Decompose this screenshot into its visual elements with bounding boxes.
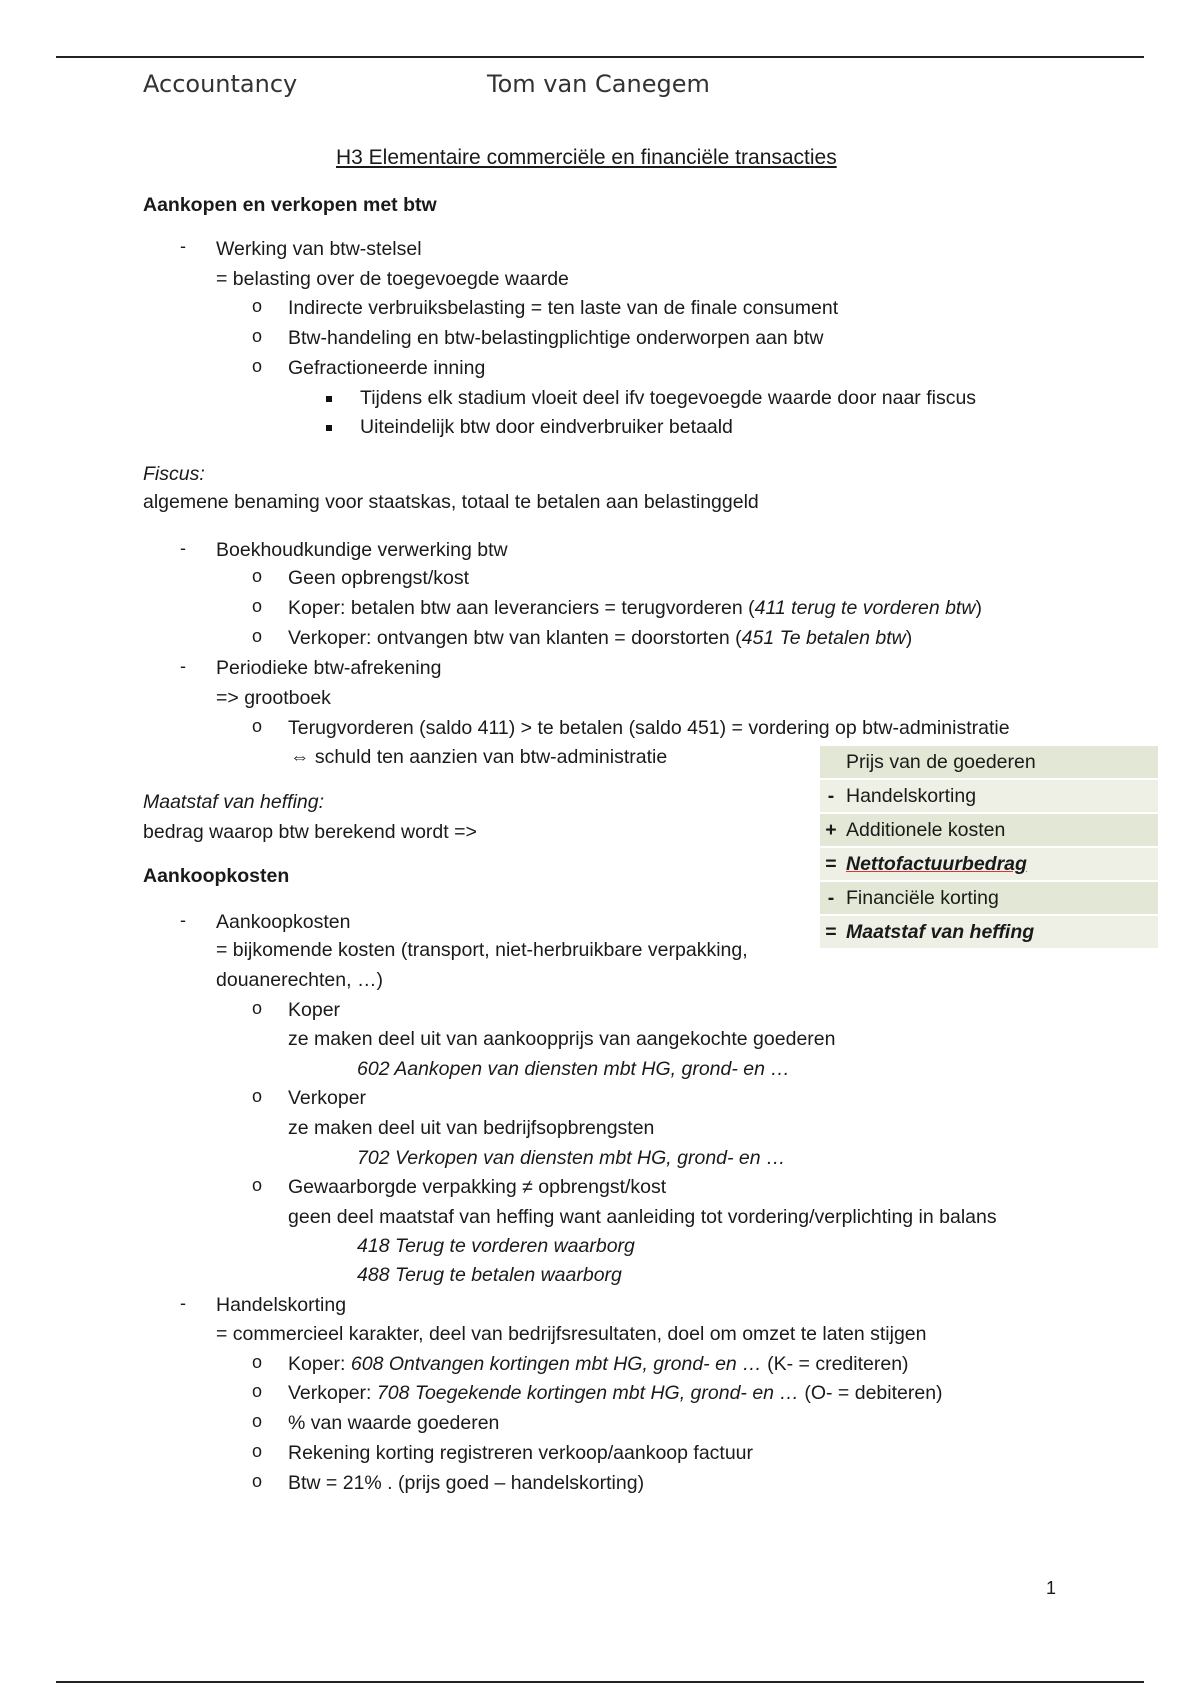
definition-maatstaf: bedrag waarop btw berekend wordt => <box>143 821 477 843</box>
list-item: Btw = 21% . (prijs goed – handelskorting) <box>288 1472 645 1494</box>
text: Koper: betalen btw aan leveranciers = terugvorderen ( <box>288 597 755 619</box>
row-label: Prijs van de goederen <box>846 751 1036 773</box>
list-item: Handelskorting <box>216 1294 347 1316</box>
list-item: Rekening korting registreren verkoop/aankoop factuur <box>288 1442 754 1464</box>
row-label: Nettofactuurbedrag <box>846 853 1027 875</box>
text: Koper: <box>288 1353 351 1375</box>
definition: = commercieel karakter, deel van bedrijfsresultaten, doel om omzet te laten stijgen <box>216 1323 927 1345</box>
account-ref: 418 Terug te vorderen waarborg <box>357 1235 635 1257</box>
list-item: % van waarde goederen <box>288 1412 500 1434</box>
definition: douanerechten, …) <box>216 969 383 991</box>
text: ) <box>975 597 982 619</box>
text: (O- = debiteren) <box>798 1382 943 1404</box>
bullet-dash: - <box>180 538 186 558</box>
bullet-circle: o <box>252 1411 263 1431</box>
table-row <box>820 914 1158 948</box>
maatstaf-table <box>820 744 1158 948</box>
operator: = <box>825 921 837 943</box>
list-item: Btw-handeling en btw-belastingplichtige onderworpen aan btw <box>288 327 824 349</box>
list-item: Uiteindelijk btw door eindverbruiker betaald <box>360 416 733 438</box>
list-item: Aankoopkosten <box>216 911 351 933</box>
account-ref: 608 Ontvangen kortingen mbt HG, grond- en … <box>350 1353 762 1375</box>
text: Verkoper: ontvangen btw van klanten = doorstorten ( <box>288 627 742 649</box>
bullet-circle: o <box>252 1086 263 1106</box>
term-maatstaf: Maatstaf van heffing: <box>143 791 325 813</box>
table-row <box>820 880 1158 914</box>
list-item: ⇔ schuld ten aanzien van btw-administratie <box>290 746 668 768</box>
bullet-circle: o <box>252 1441 263 1461</box>
page-title: H3 Elementaire commerciële en financiële transacties <box>336 146 837 169</box>
list-item: Tijdens elk stadium vloeit deel ifv toegevoegde waarde door naar fiscus <box>360 387 977 409</box>
list-item: Terugvorderen (saldo 411) > te betalen (saldo 451) = vordering op btw-administratie <box>288 717 1010 739</box>
bullet-circle: o <box>252 566 263 586</box>
list-item <box>288 596 982 620</box>
list-item: Werking van btw-stelsel <box>216 238 422 260</box>
list-item: Boekhoudkundige verwerking btw <box>216 539 508 561</box>
section-heading-aankoopkosten: Aankoopkosten <box>143 865 290 887</box>
list-item: Geen opbrengst/kost <box>288 567 470 589</box>
description: ze maken deel uit van aankoopprijs van aangekochte goederen <box>288 1028 836 1050</box>
bullet-circle: o <box>252 626 263 646</box>
header-author: Tom van Canegem <box>487 70 710 98</box>
bottom-rule <box>56 1681 1144 1683</box>
page-number: 1 <box>1046 1578 1057 1598</box>
list-item <box>288 1352 909 1376</box>
bullet-circle: o <box>252 296 263 316</box>
account-ref: 602 Aankopen van diensten mbt HG, grond- en … <box>357 1058 790 1080</box>
table-row <box>820 846 1158 880</box>
term-fiscus: Fiscus: <box>143 463 205 485</box>
row-label: Financiële korting <box>846 887 999 909</box>
bullet-circle: o <box>252 1381 263 1401</box>
bullet-circle: o <box>252 1352 263 1372</box>
account-ref: 488 Terug te betalen waarborg <box>357 1264 622 1286</box>
bullet-dash: - <box>180 656 186 676</box>
definition: = belasting over de toegevoegde waarde <box>216 268 569 290</box>
list-item <box>288 626 912 650</box>
operator: = <box>825 853 837 875</box>
description: geen deel maatstaf van heffing want aanleiding tot vordering/verplichting in balans <box>288 1206 997 1228</box>
bullet-circle: o <box>252 998 263 1018</box>
row-label: Additionele kosten <box>846 819 1006 841</box>
definition-fiscus: algemene benaming voor staatskas, totaal te betalen aan belastinggeld <box>143 491 759 513</box>
bullet-dash: - <box>180 236 186 256</box>
description: ze maken deel uit van bedrijfsopbrengsten <box>288 1117 655 1139</box>
header-course: Accountancy <box>143 70 298 98</box>
definition: => grootboek <box>216 687 331 709</box>
row-label: Maatstaf van heffing <box>846 921 1035 943</box>
top-rule <box>56 56 1144 58</box>
bullet-circle: o <box>252 1471 263 1491</box>
bullet-circle: o <box>252 596 263 616</box>
account-ref: 451 Te betalen btw <box>741 627 906 649</box>
list-item <box>288 1381 943 1405</box>
operator: - <box>827 887 835 909</box>
bullet-circle: o <box>252 326 263 346</box>
text: ) <box>905 627 913 649</box>
table-row <box>820 744 1158 778</box>
list-item: Gefractioneerde inning <box>288 357 486 379</box>
operator: - <box>827 785 835 807</box>
list-item: Gewaarborgde verpakking ≠ opbrengst/kost <box>288 1176 667 1198</box>
text: Verkoper: <box>288 1382 377 1404</box>
bullet-square <box>326 425 332 431</box>
text: (K- = crediteren) <box>761 1353 909 1375</box>
bullet-dash: - <box>180 1293 186 1313</box>
bullet-square <box>326 396 332 402</box>
list-item: Verkoper <box>288 1087 367 1109</box>
list-item: Indirecte verbruiksbelasting = ten laste van de finale consument <box>288 297 839 319</box>
operator: + <box>825 819 837 841</box>
bullet-circle: o <box>252 716 263 736</box>
account-ref: 708 Toegekende kortingen mbt HG, grond- en … <box>376 1382 799 1404</box>
account-ref: 411 terug te vorderen btw <box>754 597 976 619</box>
bullet-circle: o <box>252 1175 263 1195</box>
list-item: Periodieke btw-afrekening <box>216 657 442 679</box>
definition: = bijkomende kosten (transport, niet-herbruikbare verpakking, <box>216 939 748 961</box>
table-row <box>820 778 1158 812</box>
bullet-dash: - <box>180 910 186 930</box>
section-heading-btw: Aankopen en verkopen met btw <box>143 194 437 216</box>
account-ref: 702 Verkopen van diensten mbt HG, grond- en … <box>357 1147 786 1169</box>
bullet-circle: o <box>252 356 263 376</box>
list-item: Koper <box>288 999 341 1021</box>
table-row <box>820 812 1158 846</box>
row-label: Handelskorting <box>846 785 977 807</box>
